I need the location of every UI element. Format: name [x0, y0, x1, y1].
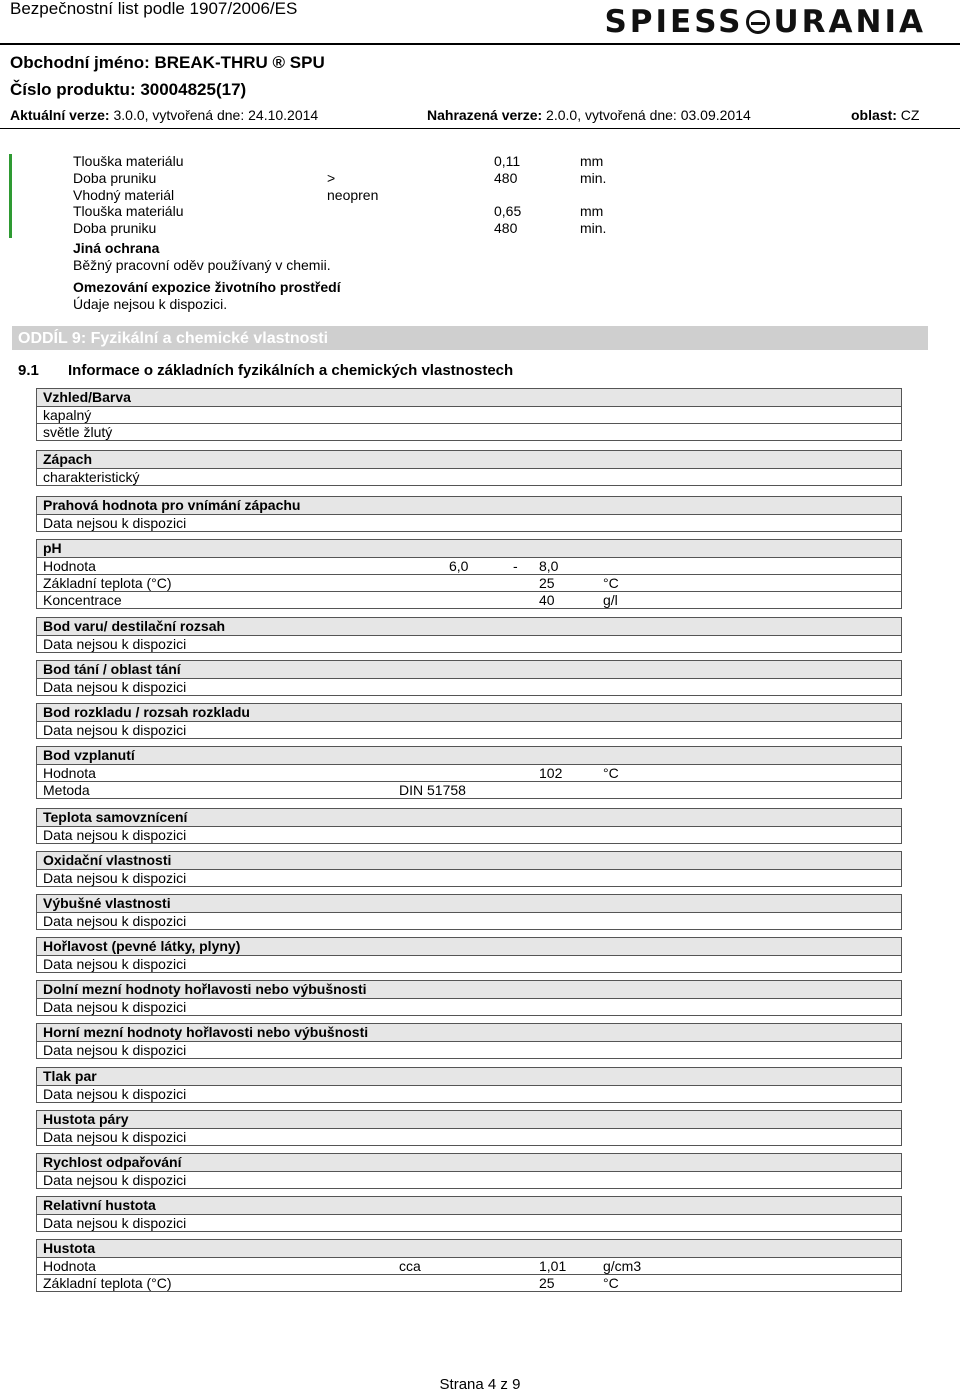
property-block — [36, 496, 902, 532]
property-cell-c3: 6,0 — [449, 558, 469, 574]
property-row — [37, 591, 901, 608]
property-row — [37, 557, 901, 574]
property-row — [37, 764, 901, 781]
property-cell-c5: 1,01 — [539, 1258, 567, 1274]
property-row — [37, 468, 901, 485]
glove-row-mat: neopren — [327, 186, 379, 203]
logo-text-left: SPIESS — [604, 4, 744, 40]
property-block — [36, 937, 902, 973]
property-row — [37, 678, 901, 695]
property-row — [37, 781, 901, 798]
property-cell-c1: Data nejsou k dispozici — [43, 636, 187, 652]
property-row — [37, 998, 901, 1015]
glove-row-op: > — [327, 169, 336, 186]
glove-row-value: 0,11 — [494, 153, 521, 169]
trade-name: Obchodní jméno: BREAK-THRU ® SPU — [10, 53, 325, 72]
property-cell-c1: Data nejsou k dispozici — [43, 1215, 187, 1231]
property-cell-c1: Základní teplota (°C) — [43, 575, 172, 591]
property-cell-c1: Základní teplota (°C) — [43, 1275, 172, 1291]
property-cell-c1: světle žlutý — [43, 424, 113, 440]
property-row — [37, 1257, 901, 1274]
property-cell-c6: °C — [603, 765, 619, 781]
property-title: Tlak par — [37, 1068, 901, 1085]
property-cell-c6: g/cm3 — [603, 1258, 642, 1274]
property-row — [37, 1171, 901, 1188]
property-block — [36, 1153, 902, 1189]
property-row — [37, 1085, 901, 1102]
subsection-number: 9.1 — [18, 362, 39, 379]
page-number: Strana 4 z 9 — [439, 1376, 521, 1393]
property-row — [37, 955, 901, 972]
property-block — [36, 980, 902, 1016]
property-title: Vzhled/Barva — [37, 389, 901, 406]
property-cell-c1: Data nejsou k dispozici — [43, 1042, 187, 1058]
area — [851, 107, 919, 123]
property-row — [37, 574, 901, 591]
property-cell-c1: Data nejsou k dispozici — [43, 827, 187, 843]
property-block — [36, 1023, 902, 1059]
property-cell-c1: Data nejsou k dispozici — [43, 1172, 187, 1188]
glove-row-value: 480 — [494, 220, 518, 237]
property-row — [37, 423, 901, 440]
property-row — [37, 1274, 901, 1291]
property-cell-c1: Data nejsou k dispozici — [43, 722, 187, 738]
glove-row-label: Vhodný materiál — [73, 186, 175, 203]
glove-row-label: Doba pruniku — [73, 169, 157, 186]
property-title: Rychlost odpařování — [37, 1154, 901, 1171]
product-number: Číslo produktu: 30004825(17) — [10, 80, 247, 99]
env-exposure-title: Omezování expozice životního prostředí — [73, 279, 341, 295]
property-row — [37, 869, 901, 886]
property-cell-c1: Data nejsou k dispozici — [43, 870, 187, 886]
glove-row-value: 480 — [494, 169, 518, 186]
property-title: Hustota páry — [37, 1111, 901, 1128]
area-label: oblast: — [851, 107, 897, 123]
property-cell-c1: Hodnota — [43, 558, 96, 574]
property-cell-c1: Data nejsou k dispozici — [43, 679, 187, 695]
property-block — [36, 746, 902, 799]
property-title: Horní mezní hodnoty hořlavosti nebo výbušnosti — [37, 1024, 901, 1041]
property-row — [37, 912, 901, 929]
property-row — [37, 514, 901, 531]
property-row — [37, 635, 901, 652]
property-cell-c1: charakteristický — [43, 469, 140, 485]
property-block — [36, 894, 902, 930]
property-row — [37, 826, 901, 843]
glove-row-unit: min. — [580, 220, 607, 237]
property-cell-c5: 102 — [539, 765, 563, 781]
property-row — [37, 406, 901, 423]
current-version-label: Aktuální verze: — [10, 107, 110, 123]
document-title: Bezpečnostní list podle 1907/2006/ES — [10, 0, 298, 18]
company-logo — [604, 4, 926, 40]
property-title: Bod tání / oblast tání — [37, 661, 901, 678]
logo-text-right: URANIA — [773, 4, 926, 40]
property-cell-c1: Data nejsou k dispozici — [43, 515, 187, 531]
property-title: Výbušné vlastnosti — [37, 895, 901, 912]
glove-row-label: Tlouška materiálu — [73, 153, 184, 169]
area-value: CZ — [896, 107, 920, 123]
replaced-version-label: Nahrazená verze: — [427, 107, 543, 123]
property-cell-c1: Hodnota — [43, 1258, 96, 1274]
property-cell-c5: 25 — [539, 1275, 555, 1291]
property-title: Bod rozkladu / rozsah rozkladu — [37, 704, 901, 721]
property-title: Teplota samovznícení — [37, 809, 901, 826]
property-title: Relativní hustota — [37, 1197, 901, 1214]
property-title: pH — [37, 540, 901, 557]
glove-row-value: 0,65 — [494, 203, 522, 220]
subsection-title: Informace o základních fyzikálních a chemických vlastnostech — [68, 362, 514, 379]
property-block — [36, 388, 902, 441]
property-cell-c6: g/l — [603, 592, 618, 608]
property-cell-c6: °C — [603, 575, 619, 591]
property-title: Hustota — [37, 1240, 901, 1257]
property-title: Bod vzplanutí — [37, 747, 901, 764]
glove-row-unit: mm — [580, 203, 604, 220]
property-block — [36, 851, 902, 887]
glove-row-label: Tlouška materiálu — [73, 203, 184, 220]
section-heading: ODDÍL 9: Fyzikální a chemické vlastnosti — [12, 326, 928, 350]
revision-marker-bar — [9, 154, 12, 238]
property-cell-c2: cca — [399, 1258, 421, 1274]
property-row — [37, 721, 901, 738]
property-cell-c1: Data nejsou k dispozici — [43, 1086, 187, 1102]
property-cell-c1: Data nejsou k dispozici — [43, 999, 187, 1015]
property-cell-c1: Hodnota — [43, 765, 96, 781]
property-block — [36, 450, 902, 486]
property-cell-c1: Koncentrace — [43, 592, 122, 608]
property-block — [36, 1067, 902, 1103]
other-protection-text: Běžný pracovní oděv používaný v chemii. — [73, 257, 331, 273]
property-cell-c5: 8,0 — [539, 558, 559, 574]
replaced-version-value: 2.0.0, vytvořená dne: 03.09.2014 — [542, 107, 751, 123]
property-cell-c5: 40 — [539, 592, 555, 608]
property-row — [37, 1128, 901, 1145]
property-title: Hořlavost (pevné látky, plyny) — [37, 938, 901, 955]
property-cell-c6: °C — [603, 1275, 619, 1291]
globe-icon — [746, 10, 770, 34]
property-block — [36, 1110, 902, 1146]
current-version — [10, 107, 318, 123]
property-cell-c1: Data nejsou k dispozici — [43, 956, 187, 972]
header-bottom-divider — [0, 128, 960, 129]
property-title: Bod varu/ destilační rozsah — [37, 618, 901, 635]
property-block — [36, 539, 902, 609]
property-cell-c1: Metoda — [43, 782, 90, 798]
property-row — [37, 1214, 901, 1231]
glove-row-label: Doba pruniku — [73, 220, 157, 237]
header-divider — [0, 43, 960, 45]
property-title: Zápach — [37, 451, 901, 468]
property-block — [36, 808, 902, 844]
property-cell-c2: DIN 51758 — [399, 782, 466, 798]
property-block — [36, 660, 902, 696]
property-block — [36, 617, 902, 653]
property-title: Oxidační vlastnosti — [37, 852, 901, 869]
property-row — [37, 1041, 901, 1058]
glove-row-unit: min. — [580, 169, 607, 186]
property-cell-c1: Data nejsou k dispozici — [43, 913, 187, 929]
property-cell-c4: - — [513, 558, 518, 574]
replaced-version — [427, 107, 751, 123]
property-block — [36, 1196, 902, 1232]
property-title: Prahová hodnota pro vnímání zápachu — [37, 497, 901, 514]
property-block — [36, 1239, 902, 1292]
other-protection-title: Jiná ochrana — [73, 240, 160, 256]
current-version-value: 3.0.0, vytvořená dne: 24.10.2014 — [109, 107, 319, 123]
property-cell-c1: kapalný — [43, 407, 92, 423]
property-cell-c5: 25 — [539, 575, 555, 591]
glove-row-unit: mm — [580, 153, 604, 169]
property-block — [36, 703, 902, 739]
property-cell-c1: Data nejsou k dispozici — [43, 1129, 187, 1145]
env-exposure-text: Údaje nejsou k dispozici. — [73, 296, 228, 312]
property-title: Dolní mezní hodnoty hořlavosti nebo výbušnosti — [37, 981, 901, 998]
